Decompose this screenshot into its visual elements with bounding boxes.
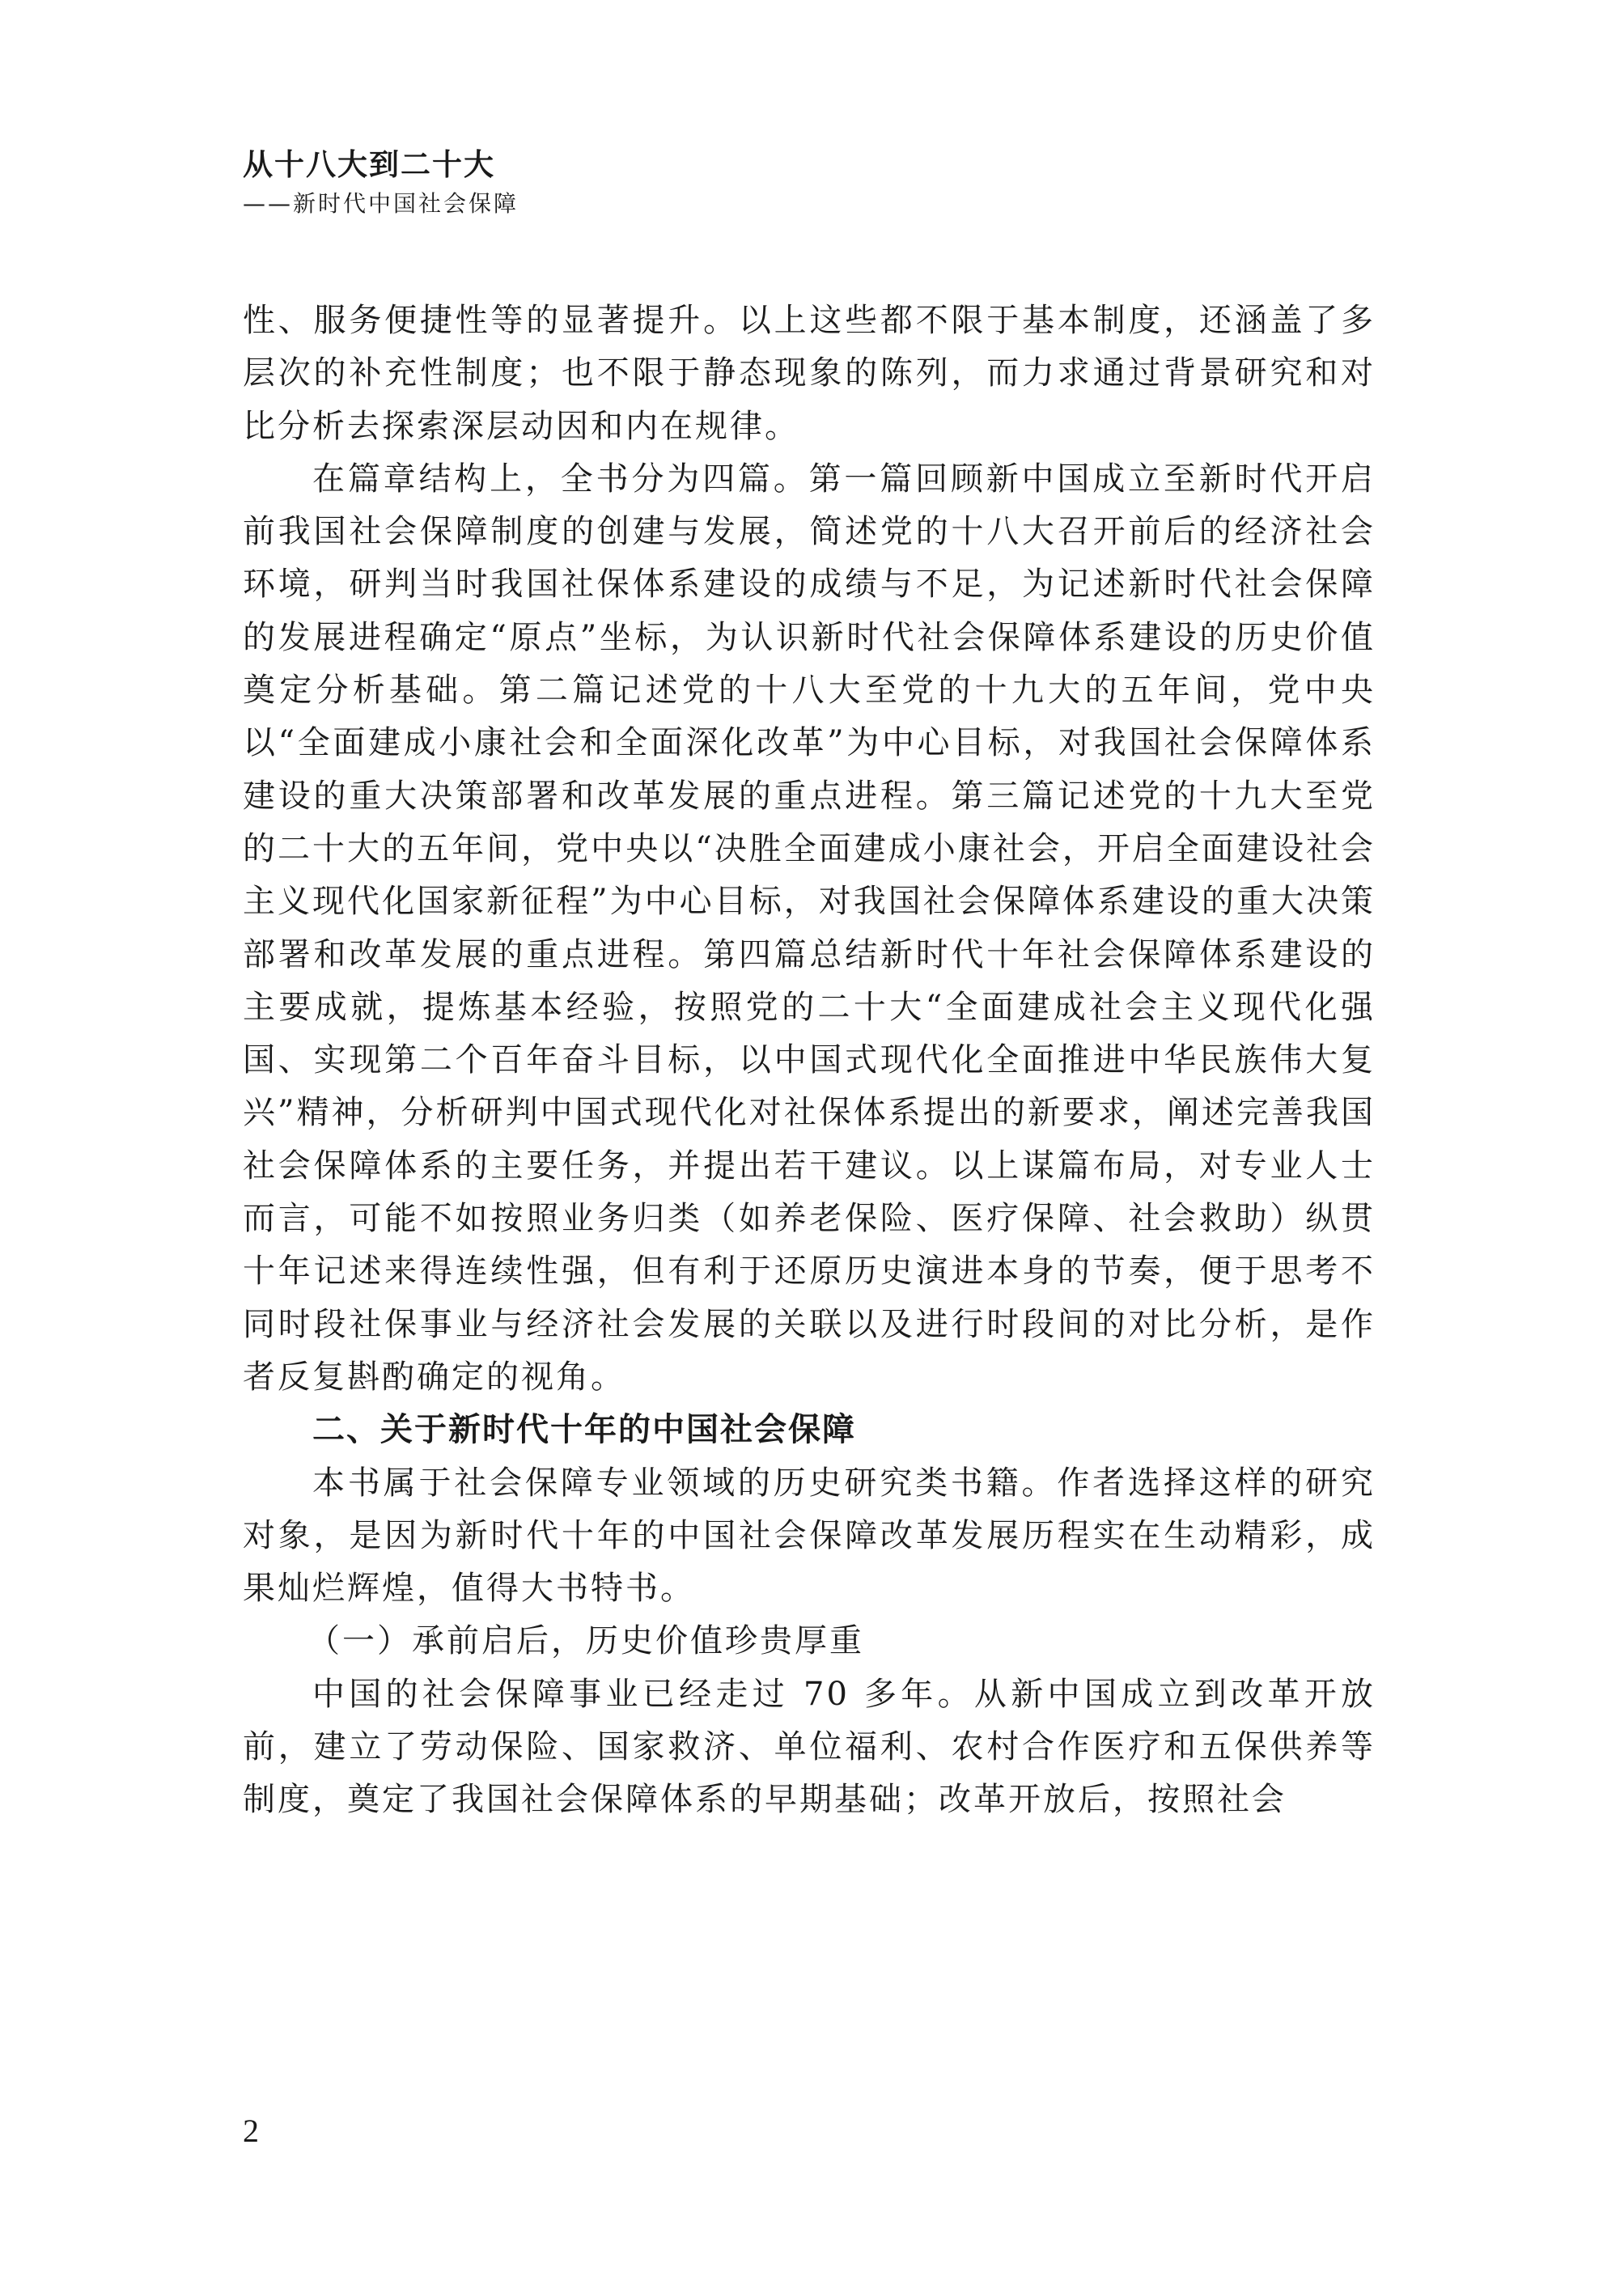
paragraph: 在篇章结构上，全书分为四篇。第一篇回顾新中国成立至新时代开启前我国社会保障制度的创建与发展，简述党的十八大召开前后的经济社会环境，研判当时我国社保体系建设的成绩与不足，为记述新时代社会保障的发展进程确定“原点”坐标，为认识新时代社会保障体系建设的历史价值奠定分析基础。第二篇记述党的十八大至党的十九大的五年间，党中央以“全面建成小康社会和全面深化改革”为中心目标，对我国社会保障体系建设的重大决策部署和改革发展的重点进程。第三篇记述党的十九大至党的二十大的五年间，党中央以“决胜全面建成小康社会，开启全面建设社会主义现代化国家新征程”为中心目标，对我国社会保障体系建设的重大决策部署和改革发展的重点进程。第四篇总结新时代十年社会保障体系建设的主要成就，提炼基本经验，按照党的二十大“全面建成社会主义现代化强国、实现第二个百年奋斗目标，以中国式现代化全面推进中华民族伟大复兴”精神，分析研判中国式现代化对社保体系提出的新要求，阐述完善我国社会保障体系的主要任务，并提出若干建议。以上谋篇布局，对专业人士而言，可能不如按照业务归类（如养老保险、医疗保障、社会救助）纵贯十年记述来得连续性强，但有利于还原历史演进本身的节奏，便于思考不同时段社保事业与经济社会发展的关联以及进行时段间的对比分析，是作者反复斟酌确定的视角。	[243, 460, 1376, 1396]
book-subtitle: ——新时代中国社会保障	[243, 190, 519, 217]
book-title: 从十八大到二十大	[243, 147, 495, 182]
section-heading: 二、关于新时代十年的中国社会保障	[312, 1411, 856, 1449]
running-header	[243, 146, 519, 222]
paragraph: 中国的社会保障事业已经走过 70 多年。从新中国成立到改革开放前，建立了劳动保险、国家救济、单位福利、农村合作医疗和五保供养等制度，奠定了我国社会保障体系的早期基础；改革开放后，按照社会	[243, 1675, 1376, 1819]
paragraph: 本书属于社会保障专业领域的历史研究类书籍。作者选择这样的研究对象，是因为新时代十年的中国社会保障改革发展历程实在生动精彩，成果灿烂辉煌，值得大书特书。	[243, 1464, 1376, 1608]
subsection-heading: （一）承前启后，历史价值珍贵厚重	[307, 1622, 864, 1660]
paragraph: 性、服务便捷性等的显著提升。以上这些都不限于基本制度，还涵盖了多层次的补充性制度；也不限于静态现象的陈列，而力求通过背景研究和对比分析去探索深层动因和内在规律。	[243, 302, 1376, 445]
page-number: 2	[243, 2113, 259, 2149]
body-text	[243, 295, 1376, 1827]
